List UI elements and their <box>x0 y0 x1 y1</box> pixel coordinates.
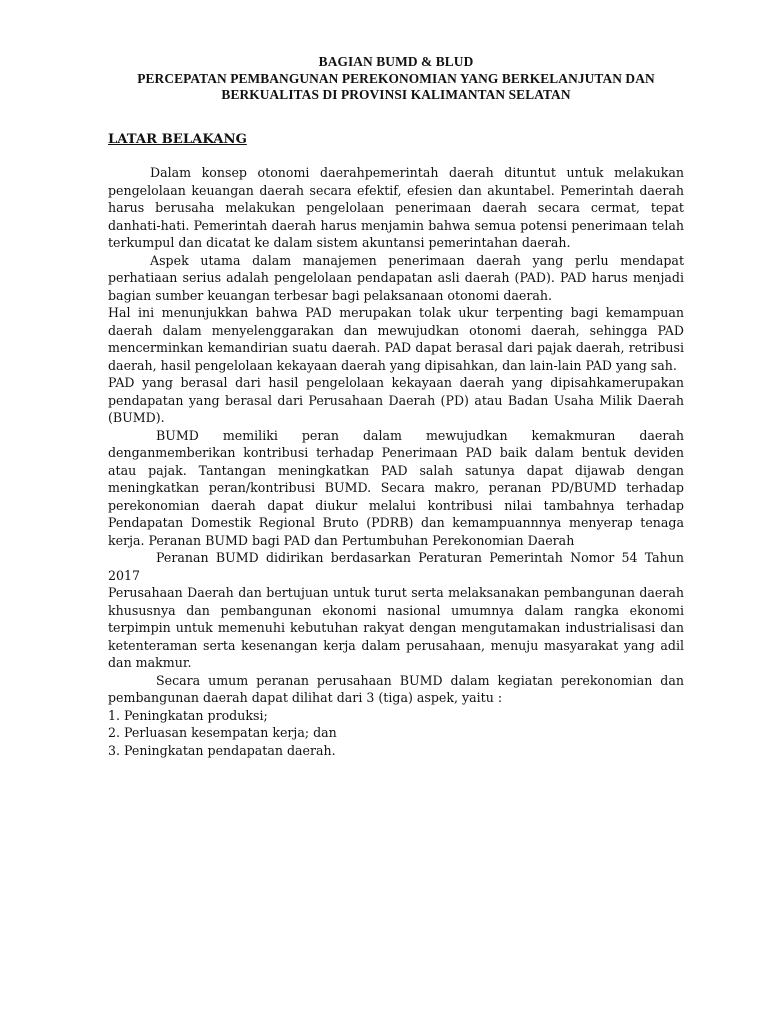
paragraph-4: PAD yang berasal dari hasil pengelolaan kekayaan daerah yang dipisahkamerupakan pendapatan yang berasal dari Perusahaan Daerah (PD) atau Badan Usaha Milik Daerah (BUMD). <box>108 375 684 425</box>
aspect-list <box>108 707 684 760</box>
paragraph-3: Hal ini menunjukkan bahwa PAD merupakan tolak ukur terpenting bagi kemampuan daerah dalam menyelenggarakan dan mewujudkan otonomi daerah, sehingga PAD mencerminkan kemandirian suatu daerah. PAD dapat berasal dari pajak daerah, retribusi daerah, hasil pengelolaan kekayaan daerah yang dipisahkan, dan lain-lain PAD yang sah. <box>108 305 684 373</box>
paragraph-2: Aspek utama dalam manajemen penerimaan daerah yang perlu mendapat perhatiaan serius adalah pengelolaan pendapatan asli daerah (PAD). PAD harus menjadi bagian sumber keuangan terbesar bagi pelaksanaan otonomi daerah. <box>108 252 684 303</box>
document-heading <box>108 54 684 104</box>
list-item: 3. Peningkatan pendapatan daerah. <box>108 742 336 758</box>
heading-line-3: BERKUALITAS DI PROVINSI KALIMANTAN SELATAN <box>221 87 571 102</box>
heading-line-2: PERCEPATAN PEMBANGUNAN PEREKONOMIAN YANG BERKELANJUTAN DAN <box>137 70 655 86</box>
paragraph-8: Secara umum peranan perusahaan BUMD dalam kegiatan perekonomian dan pembangunan daerah dapat dilihat dari 3 (tiga) aspek, yaitu : <box>108 672 684 705</box>
paragraph-1: Dalam konsep otonomi daerahpemerintah daerah dituntut untuk melakukan pengelolaan keuangan daerah secara efektif, efesien dan akuntabel. Pemerintah daerah harus berusaha melakukan pengelolaan penerimaan daerah secara cermat, tepat danhati-hati. Pemerintah daerah harus menjamin bahwa semua potensi penerimaan telah terkumpul dan dicatat ke dalam sistem akuntansi pemerintahan daerah. <box>108 165 684 250</box>
paragraph-7: Perusahaan Daerah dan bertujuan untuk turut serta melaksanakan pembangunan daerah khususnya dan pembangunan ekonomi nasional umumnya dalam rangka ekonomi terpimpin untuk memenuhi kebutuhan rakyat dengan mengutamakan industrialisasi dan ketenteraman serta kesenangan kerja dalam perusahaan, menuju masyarakat yang adil dan makmur. <box>108 585 684 670</box>
heading-line-1: BAGIAN BUMD & BLUD <box>318 54 474 69</box>
paragraph-6: Peranan BUMD didirikan berdasarkan Peraturan Pemerintah Nomor 54 Tahun 2017 <box>108 550 684 583</box>
section-title: LATAR BELAKANG <box>108 132 247 147</box>
list-item: 2. Perluasan kesempatan kerja; dan <box>108 725 337 740</box>
list-item: 1. Peningkatan produksi; <box>108 707 268 723</box>
paragraph-5: BUMD memiliki peran dalam mewujudkan kemakmuran daerah denganmemberikan kontribusi terhadap Penerimaan PAD baik dalam bentuk deviden atau pajak. Tantangan meningkatkan PAD salah satunya dapat dijawab dengan meningkatkan peran/kontribusi BUMD. Secara makro, peranan PD/BUMD terhadap perekonomian daerah dapat diukur melalui kontribusi nilai tambahnya terhadap Pendapatan Domestik Regional Bruto (PDRB) dan kemampuannnya menyerap tenaga kerja. Peranan BUMD bagi PAD dan Pertumbuhan Perekonomian Daerah <box>108 427 684 548</box>
document-body <box>108 164 684 759</box>
